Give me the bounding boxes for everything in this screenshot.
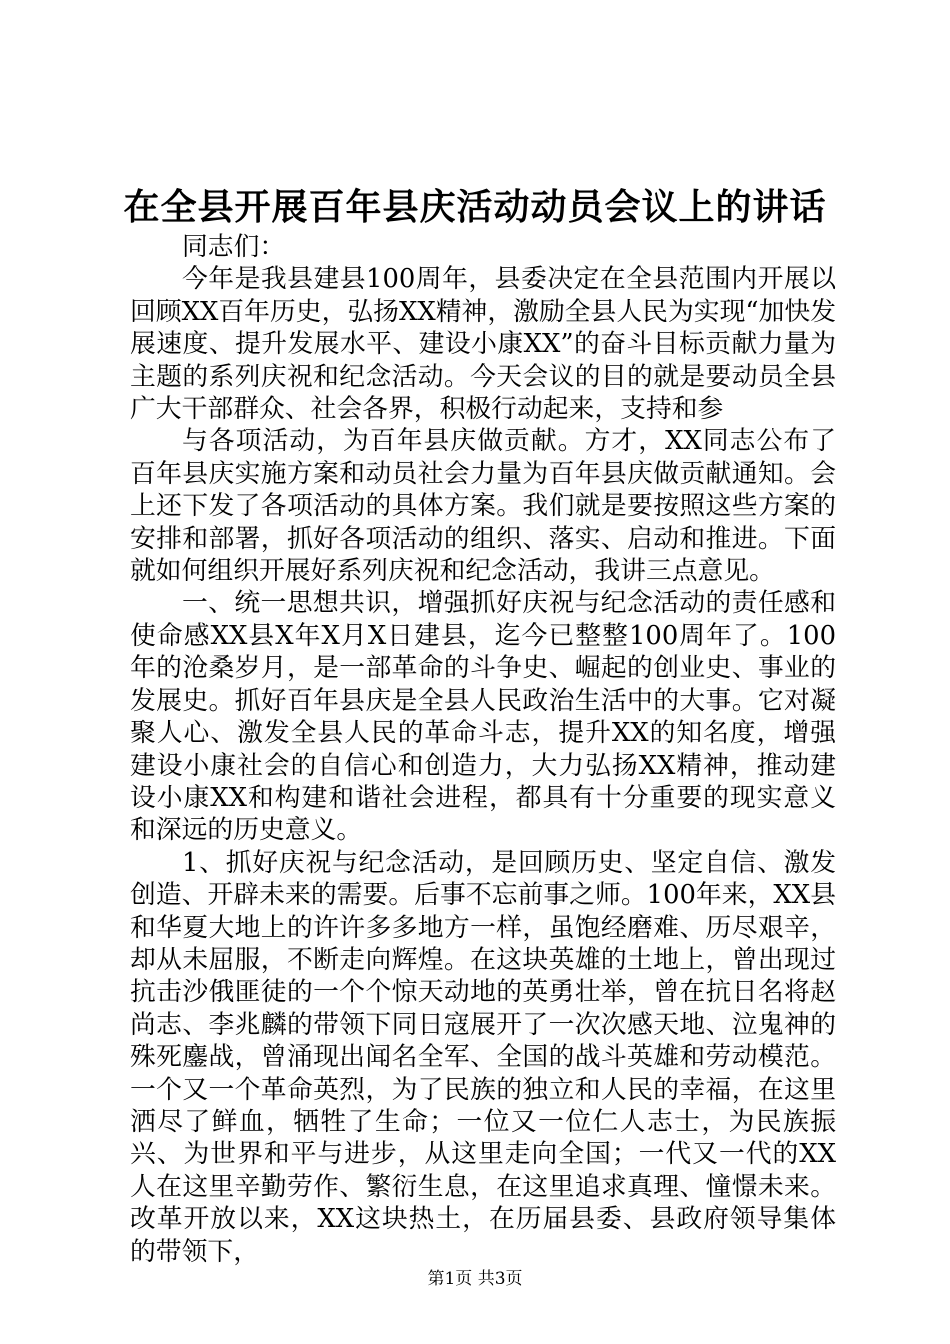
body-paragraph: 一、统一思想共识，增强抓好庆祝与纪念活动的责任感和使命感XX县X年X月X日建县，迄今已整整100周年了。100年的沧桑岁月，是一部革命的斗争史、崛起的创业史、事业的发展史。抓好百年县庆是全县人民政治生活中的大事。它对凝聚人心、激发全县人民的革命斗志，提升XX的知名度，增强建设小康社会的自信心和创造力，大力弘扬XX精神，推动建设小康XX和构建和谐社会进程，都具有十分重要的现实意义和深远的历史意义。 — [130, 588, 836, 846]
document-title: 在全县开展百年县庆活动动员会议上的讲话 — [123, 186, 827, 228]
salutation-paragraph: 同志们： — [182, 232, 286, 262]
document-body — [130, 231, 836, 1268]
body-paragraph: 1、抓好庆祝与纪念活动，是回顾历史、坚定自信、激发创造、开辟未来的需要。后事不忘前事之师。100年来，XX县和华夏大地上的许许多多地方一样，虽饱经磨难、历尽艰辛，却从未屈服，不断走向辉煌。在这块英雄的土地上，曾出现过抗击沙俄匪徒的一个个惊天动地的英勇壮举，曾在抗日名将赵尚志、李兆麟的带领下同日寇展开了一次次感天地、泣鬼神的殊死鏖战，曾涌现出闻名全军、全国的战斗英雄和劳动模范。一个又一个革命英烈，为了民族的独立和人民的幸福，在这里洒尽了鲜血，牺牲了生命；一位又一位仁人志士，为民族振兴、为世界和平与进步，从这里走向全国；一代又一代的XX人在这里辛勤劳作、繁衍生息，在这里追求真理、憧憬未来。改革开放以来，XX这块热土，在历届县委、县政府领导集体的带领下， — [130, 847, 836, 1267]
page-number-footer: 第1页 共3页 — [427, 1269, 523, 1289]
body-paragraph: 今年是我县建县100周年，县委决定在全县范围内开展以回顾XX百年历史，弘扬XX精神，激励全县人民为实现“加快发展速度、提升发展水平、建设小康XX”的奋斗目标贡献力量为主题的系列庆祝和纪念活动。今天会议的目的就是要动员全县广大干部群众、社会各界，积极行动起来，支持和参 — [130, 264, 836, 425]
body-paragraph: 与各项活动，为百年县庆做贡献。方才，XX同志公布了百年县庆实施方案和动员社会力量为百年县庆做贡献通知。会上还下发了各项活动的具体方案。我们就是要按照这些方案的安排和部署，抓好各项活动的组织、落实、启动和推进。下面就如何组织开展好系列庆祝和纪念活动，我讲三点意见。 — [130, 426, 836, 587]
